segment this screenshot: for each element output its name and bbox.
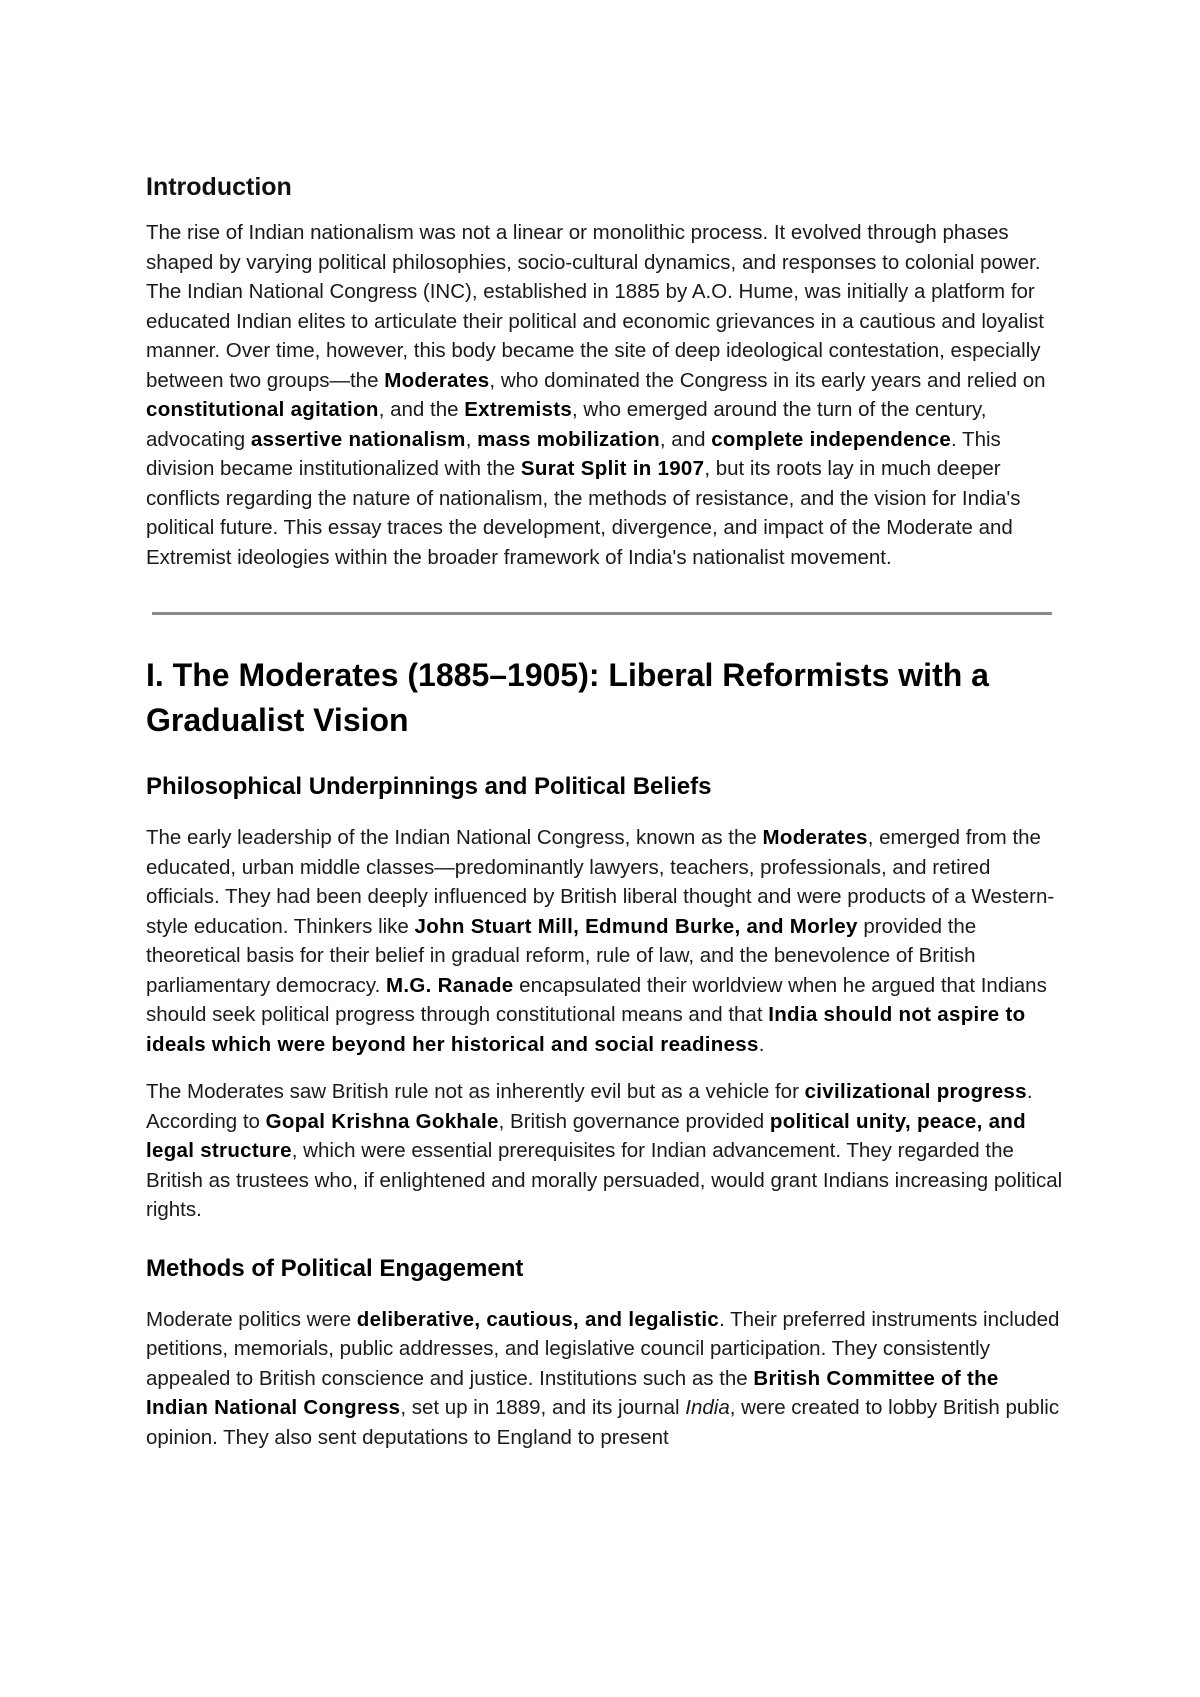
bold-term: Moderates — [762, 826, 868, 849]
bold-term: mass mobilization — [477, 427, 660, 451]
text-run: . Their preferred instruments included petitions, memorials, public addresses, and legislative council participation. They consistently appealed to British conscience and justice. Institutions such as the — [146, 1307, 1060, 1390]
document-page — [146, 170, 1066, 1452]
bold-term: M.G. Ranade — [386, 973, 514, 997]
bold-term: political unity, peace, and legal structure — [146, 1109, 1026, 1162]
section-title: I. The Moderates (1885–1905): Liberal Reformists with a Gradualist Vision — [146, 657, 989, 738]
text-run: provided the theoretical basis for their belief in gradual reform, rule of law, and the benevolence of British parliamentary democracy. — [146, 914, 977, 997]
text-run: , — [465, 427, 478, 451]
text-run: Moderate politics were — [146, 1307, 357, 1331]
bold-term: constitutional agitation — [146, 398, 379, 421]
text-run: . — [758, 1032, 765, 1056]
text-run: encapsulated their worldview when he argued that Indians should seek political progress through constitutional means and that — [146, 973, 1047, 1026]
text-run: , and the — [378, 398, 465, 421]
philosophy-paragraph-2 — [146, 1077, 1066, 1225]
section-divider — [152, 612, 1052, 615]
text-run: . This division became institutionalized with the — [146, 427, 1001, 480]
bold-term: Moderates — [384, 368, 490, 392]
text-run: , who dominated the Congress in its early years and relied on — [489, 368, 1046, 392]
bold-term: John Stuart Mill, Edmund Burke, and Morley — [414, 914, 858, 938]
text-run: , which were essential prerequisites for Indian advancement. They regarded the British as trustees who, if enlightened and morally persuaded, would grant Indians increasing political rights. — [146, 1139, 1063, 1221]
bold-term: assertive nationalism — [250, 427, 466, 451]
bold-term: deliberative, cautious, and legalistic — [356, 1307, 720, 1331]
bold-term: complete independence — [711, 427, 952, 451]
italic-title: India — [685, 1396, 730, 1419]
text-run: , and — [659, 427, 712, 451]
methods-paragraph-1 — [146, 1305, 1066, 1453]
text-run: , were created to lobby British public opinion. They also sent deputations to England to present — [146, 1396, 1060, 1449]
text-run: , British governance provided — [498, 1109, 770, 1133]
text-run: , emerged from the educated, urban middle classes—predominantly lawyers, teachers, professionals, and retired officials. They had been deeply influenced by British liberal thought and were products of a Western-style education. Thinkers like — [146, 826, 1055, 938]
intro-paragraph — [146, 218, 1066, 572]
intro-heading: Introduction — [146, 173, 292, 201]
philosophy-paragraph-1 — [146, 823, 1066, 1059]
text-run: , set up in 1889, and its journal — [400, 1396, 686, 1419]
text-run: , but its roots lay in much deeper conflicts regarding the nature of nationalism, the methods of resistance, and the vision for India's political future. This essay traces the development, divergence, and impact of the Moderate and Extremist ideologies within the broader framework of India's nationalist movement. — [146, 457, 1021, 569]
text-run: , who emerged around the turn of the century, advocating — [146, 398, 987, 451]
text-run: The early leadership of the Indian National Congress, known as the — [146, 826, 763, 849]
subsection-heading-methods: Methods of Political Engagement — [146, 1254, 524, 1282]
bold-term: British Committee of the Indian National Congress — [146, 1366, 999, 1419]
subsection-heading-philosophy: Philosophical Underpinnings and Political Beliefs — [146, 773, 712, 800]
bold-term: Gopal Krishna Gokhale — [265, 1109, 499, 1133]
bold-term: Surat Split in 1907 — [520, 457, 705, 480]
text-run: . According to — [146, 1080, 1033, 1133]
bold-term: India should not aspire to ideals which were beyond her historical and social readiness — [146, 1003, 1026, 1056]
bold-term: civilizational progress — [804, 1080, 1027, 1103]
text-run: The rise of Indian nationalism was not a linear or monolithic process. It evolved through phases shaped by varying political philosophies, socio-cultural dynamics, and responses to colonial power. The Indian National Congress (INC), established in 1885 by A.O. Hume, was initially a platform for educated Indian elites to articulate their political and economic grievances in a cautious and loyalist manner. Over time, however, this body became the site of deep ideological contestation, especially between two groups—the — [146, 221, 1044, 392]
text-run: The Moderates saw British rule not as inherently evil but as a vehicle for — [146, 1080, 805, 1103]
bold-term: Extremists — [464, 398, 573, 421]
